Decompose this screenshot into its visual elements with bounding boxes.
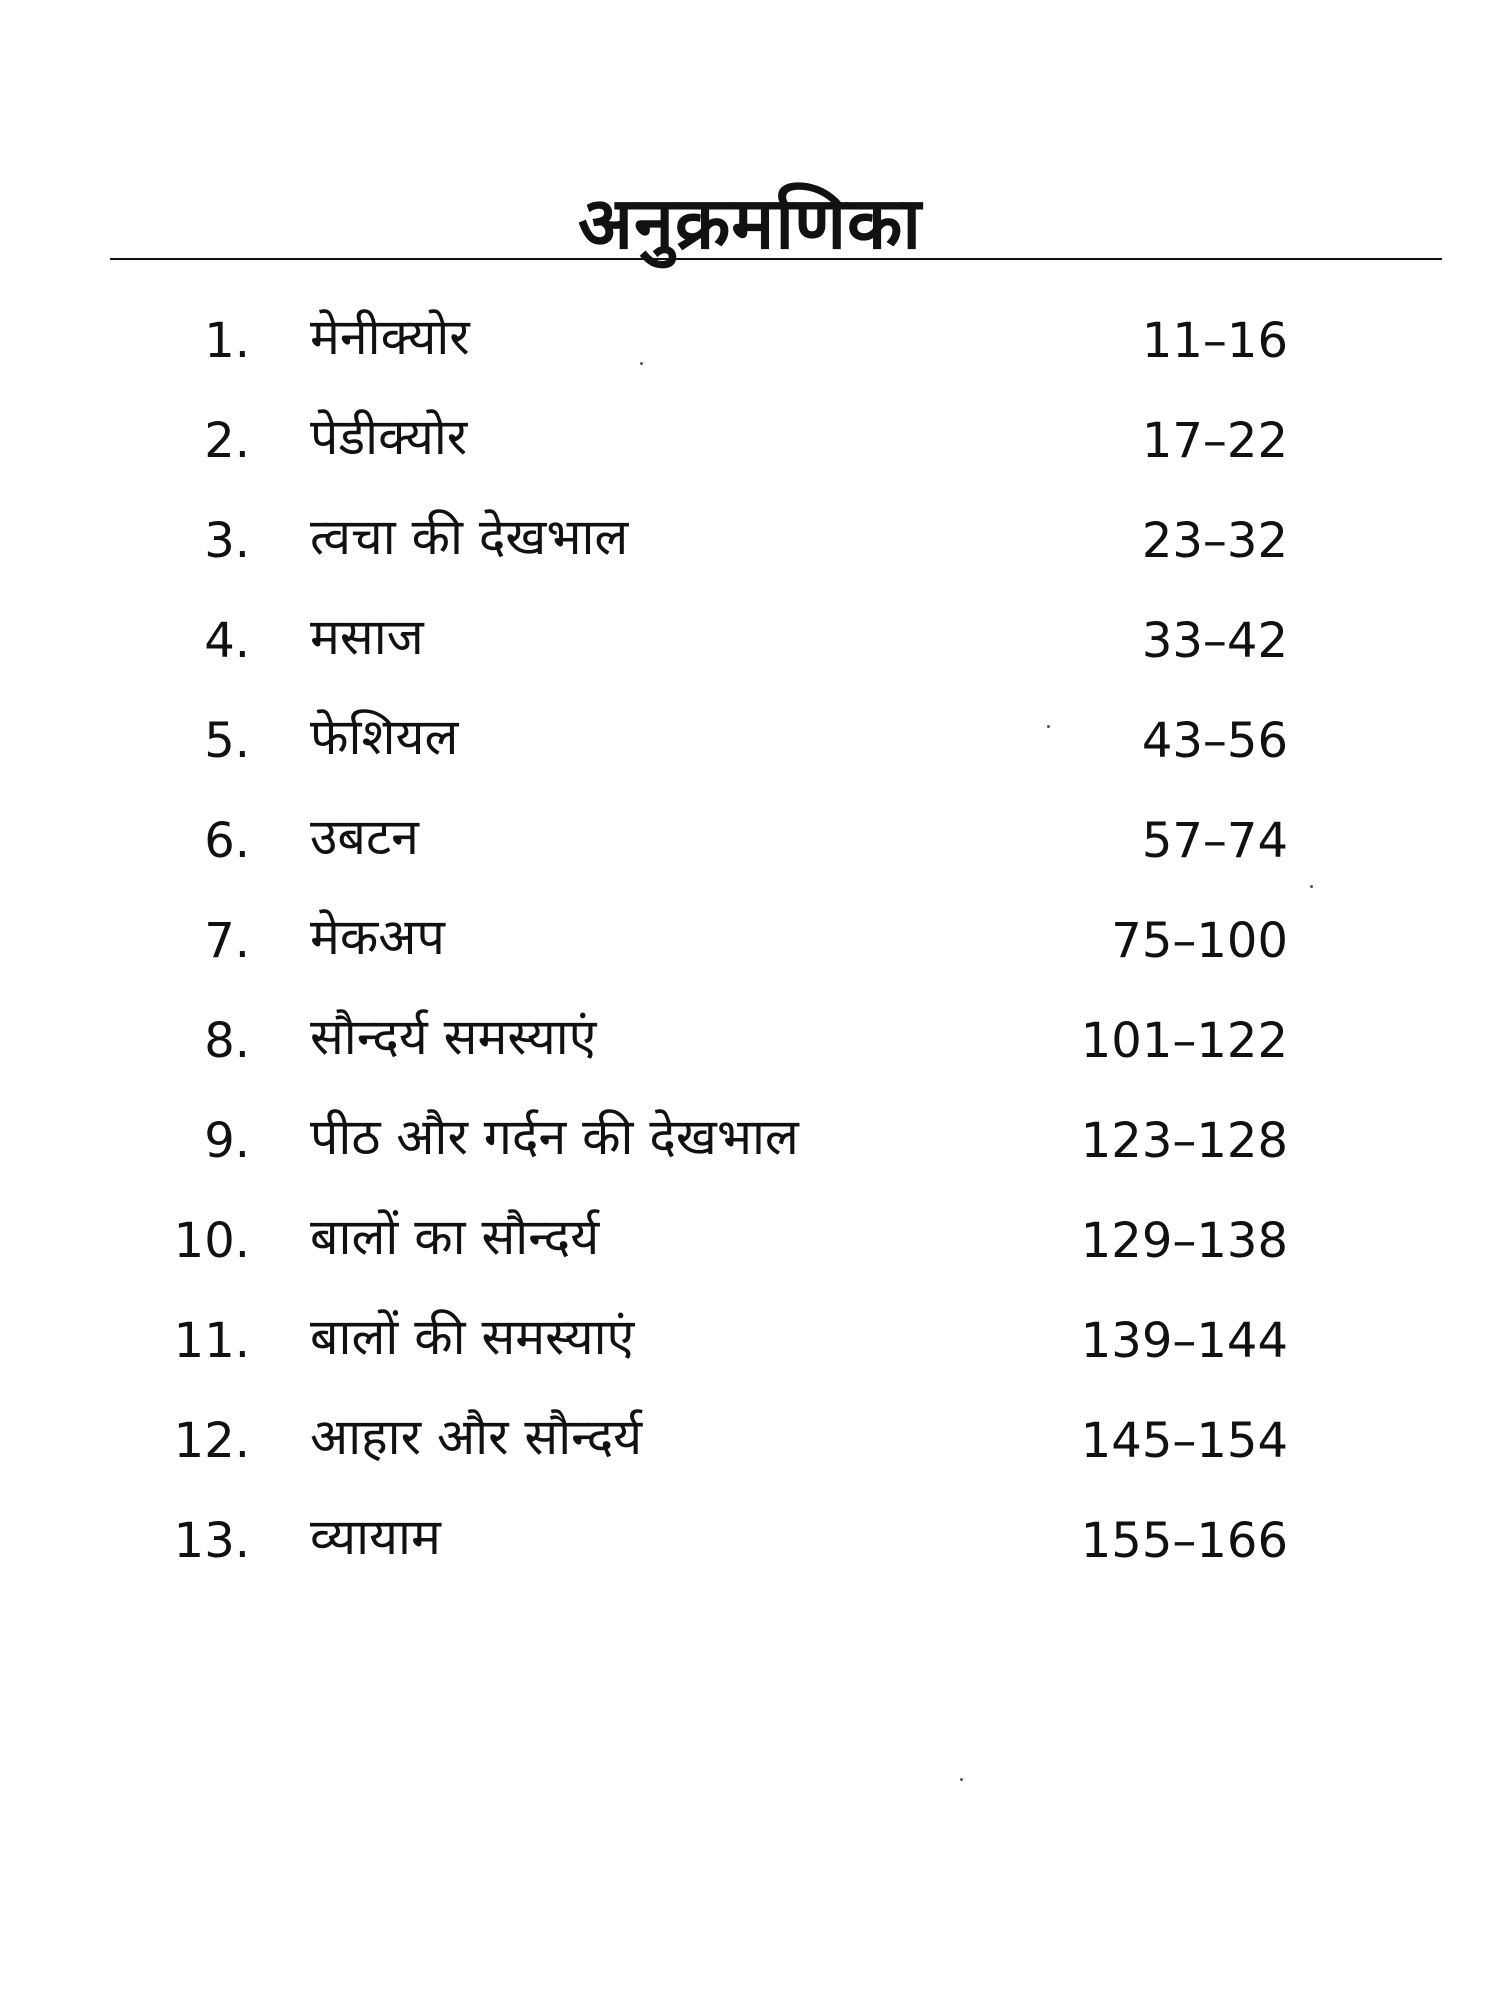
toc-entry-title: व्यायाम [310, 1508, 441, 1566]
toc-entry-number: 4. [204, 613, 250, 669]
toc-entry[interactable] [0, 397, 1500, 497]
toc-entry-pages: 17–22 [1141, 413, 1288, 469]
toc-entry[interactable] [0, 297, 1500, 397]
scan-speck [960, 1778, 963, 1781]
title-divider [110, 258, 1442, 260]
toc-entry-number: 12. [173, 1413, 250, 1469]
toc-entry[interactable] [0, 1197, 1500, 1297]
toc-entry-number: 13. [173, 1513, 250, 1569]
toc-entry-title: मेनीक्योर [310, 308, 470, 366]
toc-entry-pages: 43–56 [1141, 713, 1288, 769]
toc-entry[interactable] [0, 1497, 1500, 1597]
toc-entry-number: 1. [204, 313, 250, 369]
toc-entry-title: त्वचा की देखभाल [310, 508, 629, 566]
toc-entry[interactable] [0, 1297, 1500, 1397]
toc-entry-pages: 75–100 [1111, 913, 1288, 969]
toc-entry-pages: 129–138 [1080, 1213, 1288, 1269]
toc-entry-number: 2. [204, 413, 250, 469]
toc-entry-title: सौन्दर्य समस्याएं [310, 1008, 597, 1066]
scan-speck [640, 362, 643, 365]
toc-entry-title: मसाज [310, 608, 424, 666]
toc-entry-number: 8. [204, 1013, 250, 1069]
toc-entry-number: 3. [204, 513, 250, 569]
toc-entry-number: 11. [173, 1313, 250, 1369]
toc-entry-title: मेकअप [310, 908, 445, 966]
toc-entry[interactable] [0, 697, 1500, 797]
toc-entry-title: बालों की समस्याएं [310, 1308, 635, 1366]
toc-entry-title: उबटन [310, 808, 419, 866]
toc-entry-number: 6. [204, 813, 250, 869]
toc-entry-pages: 123–128 [1080, 1113, 1288, 1169]
toc-entry[interactable] [0, 497, 1500, 597]
table-of-contents [0, 297, 1500, 1597]
toc-entry-pages: 101–122 [1080, 1013, 1288, 1069]
toc-entry-pages: 145–154 [1080, 1413, 1288, 1469]
toc-entry-number: 10. [173, 1213, 250, 1269]
toc-entry[interactable] [0, 897, 1500, 997]
toc-entry-pages: 57–74 [1141, 813, 1288, 869]
toc-entry[interactable] [0, 597, 1500, 697]
toc-entry[interactable] [0, 797, 1500, 897]
toc-entry[interactable] [0, 1097, 1500, 1197]
toc-entry-pages: 23–32 [1141, 513, 1288, 569]
toc-entry[interactable] [0, 1397, 1500, 1497]
toc-entry-pages: 155–166 [1080, 1513, 1288, 1569]
toc-entry-number: 7. [204, 913, 250, 969]
toc-entry[interactable] [0, 997, 1500, 1097]
toc-entry-title: फेशियल [310, 708, 459, 766]
toc-entry-title: बालों का सौन्दर्य [310, 1208, 600, 1266]
toc-entry-pages: 33–42 [1141, 613, 1288, 669]
toc-entry-title: पेडीक्योर [310, 408, 468, 466]
scan-speck [1047, 725, 1050, 728]
page-title: अनुक्रमणिका [578, 181, 922, 266]
toc-entry-pages: 11–16 [1141, 313, 1288, 369]
toc-entry-pages: 139–144 [1080, 1313, 1288, 1369]
toc-entry-title: आहार और सौन्दर्य [310, 1408, 643, 1466]
toc-entry-number: 9. [204, 1113, 250, 1169]
scan-speck [1310, 885, 1313, 888]
toc-entry-title: पीठ और गर्दन की देखभाल [310, 1108, 799, 1166]
toc-entry-number: 5. [204, 713, 250, 769]
